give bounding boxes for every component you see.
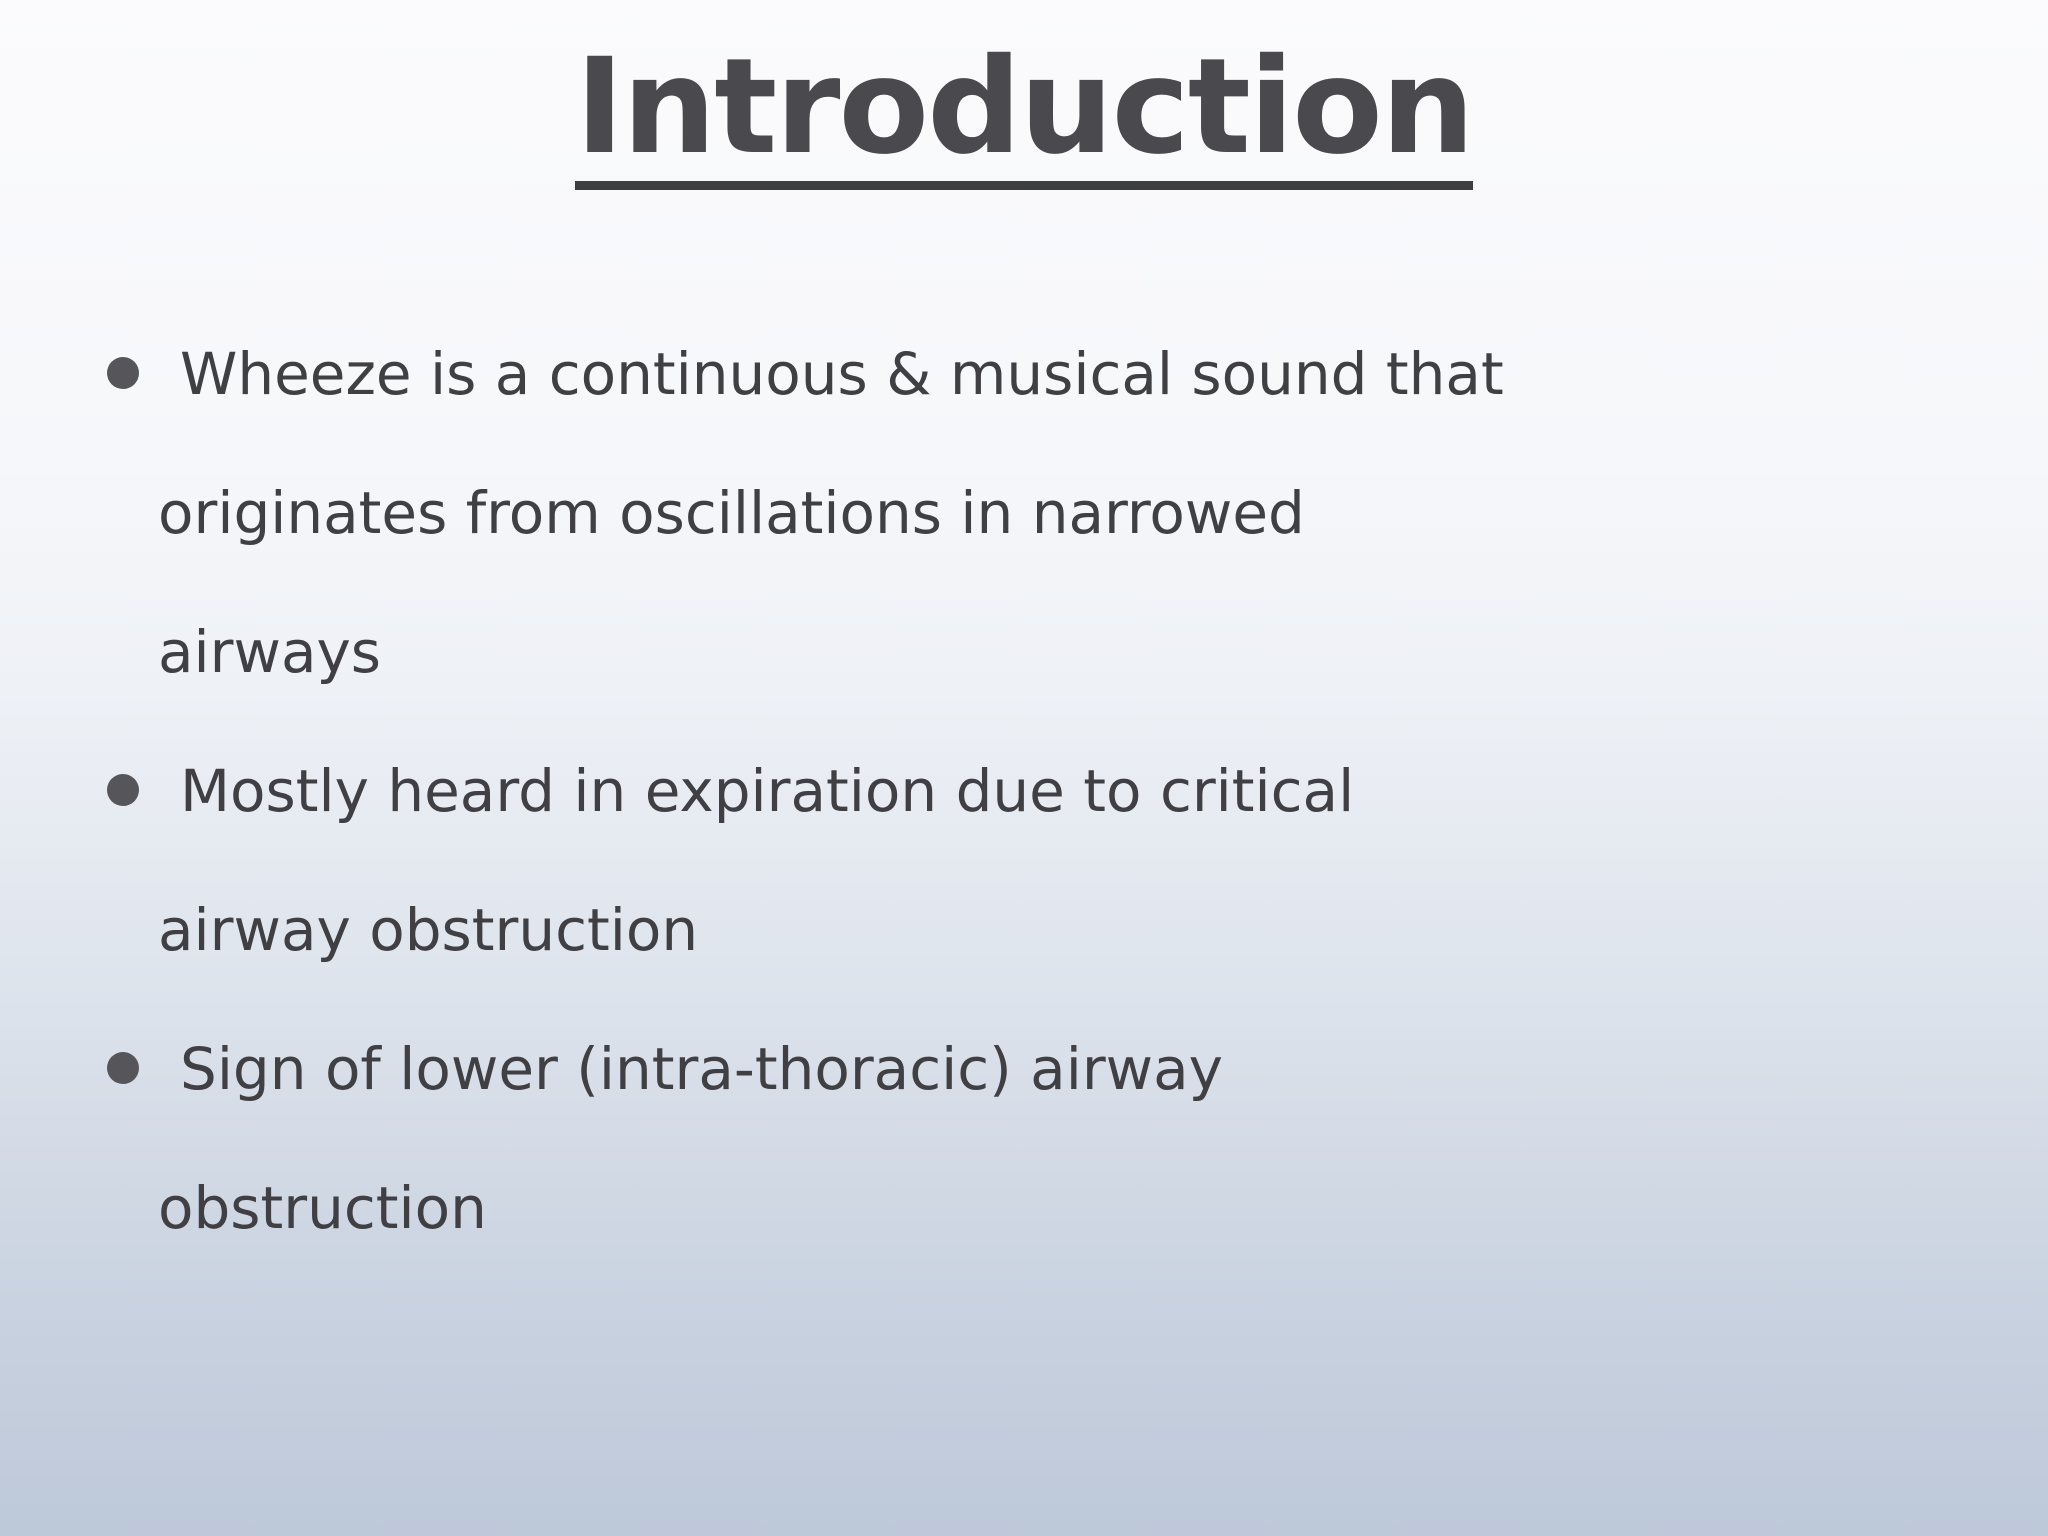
bullet-line: Mostly heard in expiration due to critical bbox=[180, 757, 1355, 825]
bullet-item-wheeze bbox=[0, 305, 1538, 722]
bullet-dot-icon bbox=[107, 357, 139, 389]
bullet-line: airways bbox=[158, 618, 382, 686]
bullet-dot-icon bbox=[107, 774, 139, 806]
bullet-item-obstruction bbox=[0, 1000, 1538, 1278]
bullet-line: Wheeze is a continuous & musical sound that bbox=[180, 340, 1504, 408]
bullet-line: originates from oscillations in narrowed bbox=[158, 479, 1305, 547]
slide-title bbox=[0, 30, 2048, 190]
bullet-line: Sign of lower (intra-thoracic) airway bbox=[180, 1035, 1223, 1103]
bullet-line: obstruction bbox=[158, 1174, 487, 1242]
slide-title-text: Introduction bbox=[575, 38, 1473, 190]
bullet-dot-icon bbox=[107, 1052, 139, 1084]
bullet-list bbox=[0, 305, 2048, 1278]
bullet-line: airway obstruction bbox=[158, 896, 699, 964]
bullet-item-expiration bbox=[0, 722, 1538, 1000]
